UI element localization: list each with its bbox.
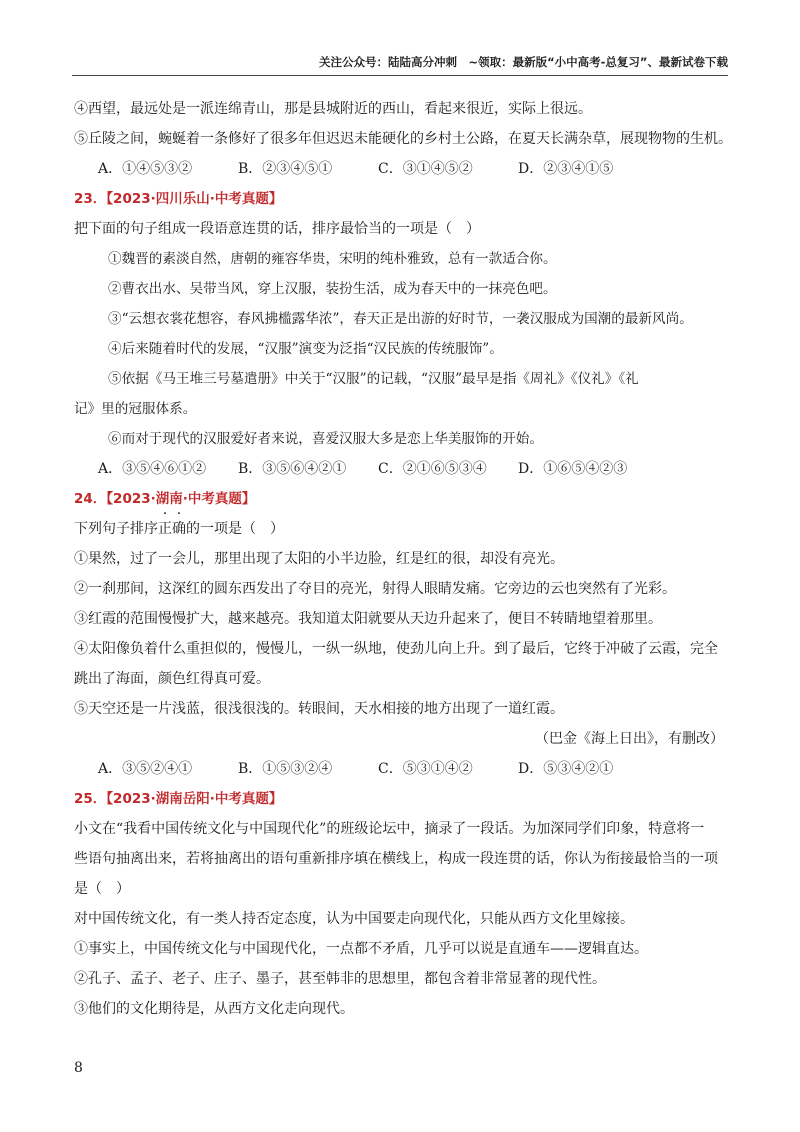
q25-sentence-1: ①事实上，中国传统文化与中国现代化，一点都不矛盾，几乎可以说是直通车——逻辑直达。 [74,941,648,957]
q22-options [74,154,730,184]
page-number: 8 [74,1060,83,1076]
q24-stem-after: 的一项是（ ） [186,521,284,537]
q25-sentence-3: ③他们的文化期待是，从西方文化走向现代。 [74,1001,354,1017]
q25-stem-line-3: 是（ ） [74,881,130,897]
q25-lead-sentence: 对中国传统文化，有一类人持否定态度，认为中国要走向现代化，只能从西方文化里嫁接。 [74,911,634,927]
q23-options [74,454,730,484]
q23-sentence-4: ④后来随着时代的发展，“汉服”演变为泛指“汉民族的传统服饰”。 [108,341,503,357]
q23-heading [74,184,730,214]
page-header: 关注公众号：陆陆高分冲刺 ~领取：最新版“小中高考-总复习”、最新试卷下载 [318,55,728,69]
q24-heading [74,484,730,514]
q22-sentence-4: ④西望，最远处是一派连绵青山，那是县城附近的西山，看起来很近，实际上很远。 [74,101,592,117]
q23-source: 【2023·四川乐山·中考真题】 [106,191,283,207]
q22-sentence-5: ⑤丘陵之间，蜿蜒着一条修好了很多年但迟迟未能硬化的乡村土公路，在夏天长满杂草，展现物物的生机。 [74,131,732,147]
q23-sentence-2: ②曹衣出水、吴带当风，穿上汉服，装扮生活，成为春天中的一抹亮色吧。 [108,281,557,297]
q22-option-a: A．①④⑤③② [98,161,193,177]
q25-number: 25． [74,791,107,807]
q24-sentence-3: ③红霞的范围慢慢扩大，越来越亮。我知道太阳就要从天边升起来了，便目不转睛地望着那里。 [74,611,662,627]
q23-option-a: A．③⑤④⑥①② [98,461,207,477]
q24-number: 24． [74,491,107,507]
q23-option-b: B．③⑤⑥④②① [238,461,347,477]
q23-sentence-1: ①魏晋的素淡自然，唐朝的雍容华贵，宋明的纯朴雅致，总有一款适合你。 [108,251,557,267]
q23-option-d: D．①⑥⑤④②③ [518,461,628,477]
q25-stem-line-1: 小文在“我看中国传统文化与中国现代化”的班级论坛中，摘录了一段话。为加深同学们印象，特意将一 [74,821,705,837]
q23-sentence-6: ⑥而对于现代的汉服爱好者来说，喜爱汉服大多是恋上华美服饰的开始。 [108,431,543,447]
q24-sentence-2: ②一刹那间，这深红的圆东西发出了夺目的亮光，射得人眼睛发痛。它旁边的云也突然有了光彩。 [74,581,676,597]
q24-stem-emphasis-2: 确 [172,521,186,537]
q25-sentence-2: ②孔子、孟子、老子、庄子、墨子，甚至韩非的思想里，都包含着非常显著的现代性。 [74,971,606,987]
q23-option-c: C．②①⑥⑤③④ [378,461,487,477]
q22-option-b: B．②③④⑤① [238,161,333,177]
q22-option-d: D．②③④①⑤ [518,161,614,177]
q24-source: 【2023·湖南·中考真题】 [106,491,256,507]
document-body [74,94,730,1024]
q24-option-d: D．⑤③④②① [518,761,614,777]
q24-stem-emphasis-1: 正 [158,521,172,537]
q23-sentence-5a: ⑤依据《马王堆三号墓遣册》中关于“汉服”的记载，“汉服”最早是指《周礼》《仪礼》《礼 [108,371,639,387]
q24-sentence-4a: ④太阳像负着什么重担似的，慢慢儿，一纵一纵地，使劲儿向上升。到了最后，它终于冲破了云霞，完全 [74,641,718,657]
q25-heading [74,784,730,814]
q24-option-c: C．⑤③①④② [378,761,473,777]
q23-number: 23． [74,191,107,207]
q24-options [74,754,730,784]
q25-source: 【2023·湖南岳阳·中考真题】 [106,791,283,807]
q22-option-c: C．③①④⑤② [378,161,473,177]
q24-sentence-1: ①果然，过了一会儿，那里出现了太阳的小半边脸，红是红的很，却没有亮光。 [74,551,564,567]
q24-sentence-5: ⑤天空还是一片浅蓝，很浅很浅的。转眼间，天水相接的地方出现了一道红霞。 [74,701,564,717]
q24-stem [74,514,730,544]
q24-stem-before: 下列句子排序 [74,521,158,537]
q23-stem: 把下面的句子组成一段语意连贯的话，排序最恰当的一项是（ ） [74,221,480,237]
q24-citation: （巴金《海上日出》，有删改） [535,731,724,747]
q24-option-b: B．①⑤③②④ [238,761,333,777]
q23-sentence-5b: 记》里的冠服体系。 [74,401,197,417]
q24-sentence-4b: 跳出了海面，颜色红得真可爱。 [74,671,270,687]
header-divider [72,75,728,76]
q23-sentence-3: ③“云想衣裳花想容，春风拂槛露华浓”，春天正是出游的好时节，一袭汉服成为国潮的最新风尚。 [108,311,693,327]
q25-stem-line-2: 些语句抽离出来，若将抽离出的语句重新排序填在横线上，构成一段连贯的话，你认为衔接最恰当的一项 [74,851,718,867]
q24-option-a: A．③⑤②④① [98,761,193,777]
